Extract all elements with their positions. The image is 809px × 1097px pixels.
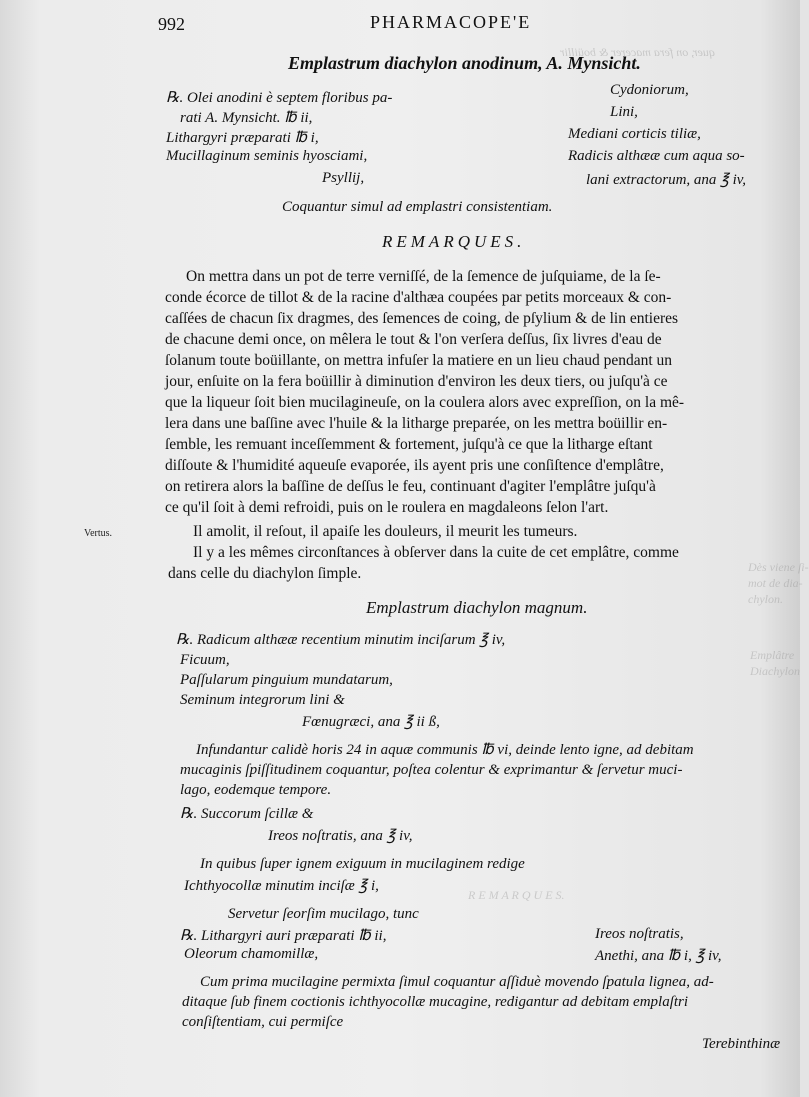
recipe-instruction: Coquantur simul ad emplastri consistentiam. xyxy=(282,199,553,215)
body-text-line: lera dans une baſſine avec l'huile & la litharge preparée, on les mettra boüillir en- xyxy=(165,415,668,432)
body-text-line: ſemble, les remuant inceſſemment & fortement, juſqu'à ce que la litharge eſtant xyxy=(165,436,653,453)
recipe-instruction: mucaginis ſpiſſitudinem coquantur, poſtea colentur & exprimantur & ſervetur muci- xyxy=(180,762,683,778)
recipe-instruction: Servetur ſeorſim mucilago, tunc xyxy=(228,906,419,922)
recipe-instruction: In quibus ſuper ignem exiguum in mucilaginem redige xyxy=(200,856,525,872)
ingredient-line: ℞. Succorum ſcillæ & xyxy=(180,806,314,822)
catchword: Terebinthinæ xyxy=(702,1036,781,1052)
body-text-line: caſſées de chacun ſix dragmes, des ſemences de coing, de pſylium & de lin entieres xyxy=(165,310,679,327)
body-text-line: On mettra dans un pot de terre verniſſé, de la ſemence de juſquiame, de la ſe- xyxy=(186,268,661,285)
body-text-line: jour, enſuite on la fera boüillir à diminution d'environ les deux tiers, ou juſqu'à ce xyxy=(165,373,668,390)
ingredient-line: Cydoniorum, xyxy=(610,82,689,98)
ingredient-line: Oleorum chamomillæ, xyxy=(184,946,319,962)
body-text-line: de chacune demi once, on mêlera le tout & l'on verſera deſſus, ſix livres d'eau de xyxy=(165,331,662,348)
ingredient-line: Ficuum, xyxy=(180,652,230,668)
bleed-through-margin-1: Dès viene ſi- xyxy=(748,560,809,574)
recipe-title: Emplastrum diachylon anodinum, A. Mynsicht. xyxy=(288,53,641,73)
body-text-line: que la liqueur ſoit bien mucilagineuſe, on la coulera alors avec expreſſion, on la mê- xyxy=(165,394,685,411)
bleed-through-margin-3: chylon. xyxy=(748,592,783,606)
margin-note-vertus: Vertus. xyxy=(84,528,113,539)
ingredient-line: ℞. Lithargyri auri præparati ℔ ii, xyxy=(180,928,387,944)
bleed-through-text: quer, on fera macerer & boüillir xyxy=(560,45,715,59)
bleed-through-margin-2: mot de dia- xyxy=(748,576,803,590)
body-text-line: conde écorce de tillot & de la racine d'althæa coupées par petits morceaux & con- xyxy=(165,289,672,306)
recipe-title: Emplastrum diachylon magnum. xyxy=(366,598,588,617)
bleed-through-margin-4: Emplâtre xyxy=(750,648,795,662)
ingredient-line: Psyllij, xyxy=(322,170,365,186)
body-text-line: on retirera alors la baſſine de deſſus le feu, continuant d'agiter l'emplâtre juſqu'à xyxy=(165,478,656,495)
ingredient-line: lani extractorum, ana ℥ iv, xyxy=(586,172,747,188)
ingredient-line: Mediani corticis tiliæ, xyxy=(568,126,701,142)
body-text-line: Il y a les mêmes circonſtances à obſerver dans la cuite de cet emplâtre, comme xyxy=(193,544,679,561)
recipe-instruction: Infundantur calidè horis 24 in aquæ communis ℔ vi, deinde lento igne, ad debitam xyxy=(196,742,694,758)
recipe-instruction: Cum prima mucilagine permixta ſimul coquantur aſſiduè movendo ſpatula lignea, ad- xyxy=(200,974,714,990)
recipe-instruction: ditaque ſub finem coctionis ichthyocollæ mucagine, redigantur ad debitam emplaſtri xyxy=(182,994,689,1010)
bleed-through-heading: R E M A R Q U E S. xyxy=(468,888,565,902)
ingredient-line: Anethi, ana ℔ i, ℥ iv, xyxy=(595,948,722,964)
recipe-instruction: conſiſtentiam, cui permiſce xyxy=(182,1014,344,1030)
body-text-line: ce qu'il ſoit à demi refroidi, puis on le roulera en magdaleons ſelon l'art. xyxy=(165,499,609,516)
ingredient-line: ℞. Olei anodini è septem floribus pa- xyxy=(166,90,393,106)
ingredient-line: Lini, xyxy=(610,104,638,120)
bleed-through-margin-5: Diachylon xyxy=(750,664,800,678)
ingredient-line: Mucillaginum seminis hyosciami, xyxy=(166,148,368,164)
ingredient-line: rati A. Mynsicht. ℔ ii, xyxy=(180,110,313,126)
body-text-line: Il amolit, il reſout, il apaiſe les douleurs, il meurit les tumeurs. xyxy=(193,523,578,540)
ingredient-line: Paſſularum pinguium mundatarum, xyxy=(180,672,393,688)
ingredient-line: Lithargyri præparati ℔ i, xyxy=(166,130,319,146)
ingredient-line: Ireos noſtratis, ana ℥ iv, xyxy=(268,828,413,844)
ingredient-line: Ireos noſtratis, xyxy=(595,926,684,942)
ingredient-line: Seminum integrorum lini & xyxy=(180,692,345,708)
ingredient-line: ℞. Radicum althææ recentium minutim inciſarum ℥ iv, xyxy=(176,632,506,648)
running-title: PHARMACOPE'E xyxy=(370,12,532,32)
ingredient-line: Radicis althææ cum aqua so- xyxy=(568,148,745,164)
body-text-line: dans celle du diachylon ſimple. xyxy=(168,565,362,582)
body-text-line: ſolanum toute boüillante, on mettra infuſer la matiere en un lieu chaud pendant un xyxy=(165,352,673,369)
section-heading: REMARQUES. xyxy=(382,232,526,251)
ingredient-line: Ichthyocollæ minutim inciſæ ℥ i, xyxy=(184,878,379,894)
page-number: 992 xyxy=(158,14,185,34)
recipe-instruction: lago, eodemque tempore. xyxy=(180,782,332,798)
ingredient-line: Fœnugræci, ana ℥ ii ß, xyxy=(302,714,440,730)
body-text-line: diſſoute & l'humidité aqueuſe evaporée, ils ayent pris une conſiſtence d'emplâtre, xyxy=(165,457,664,474)
